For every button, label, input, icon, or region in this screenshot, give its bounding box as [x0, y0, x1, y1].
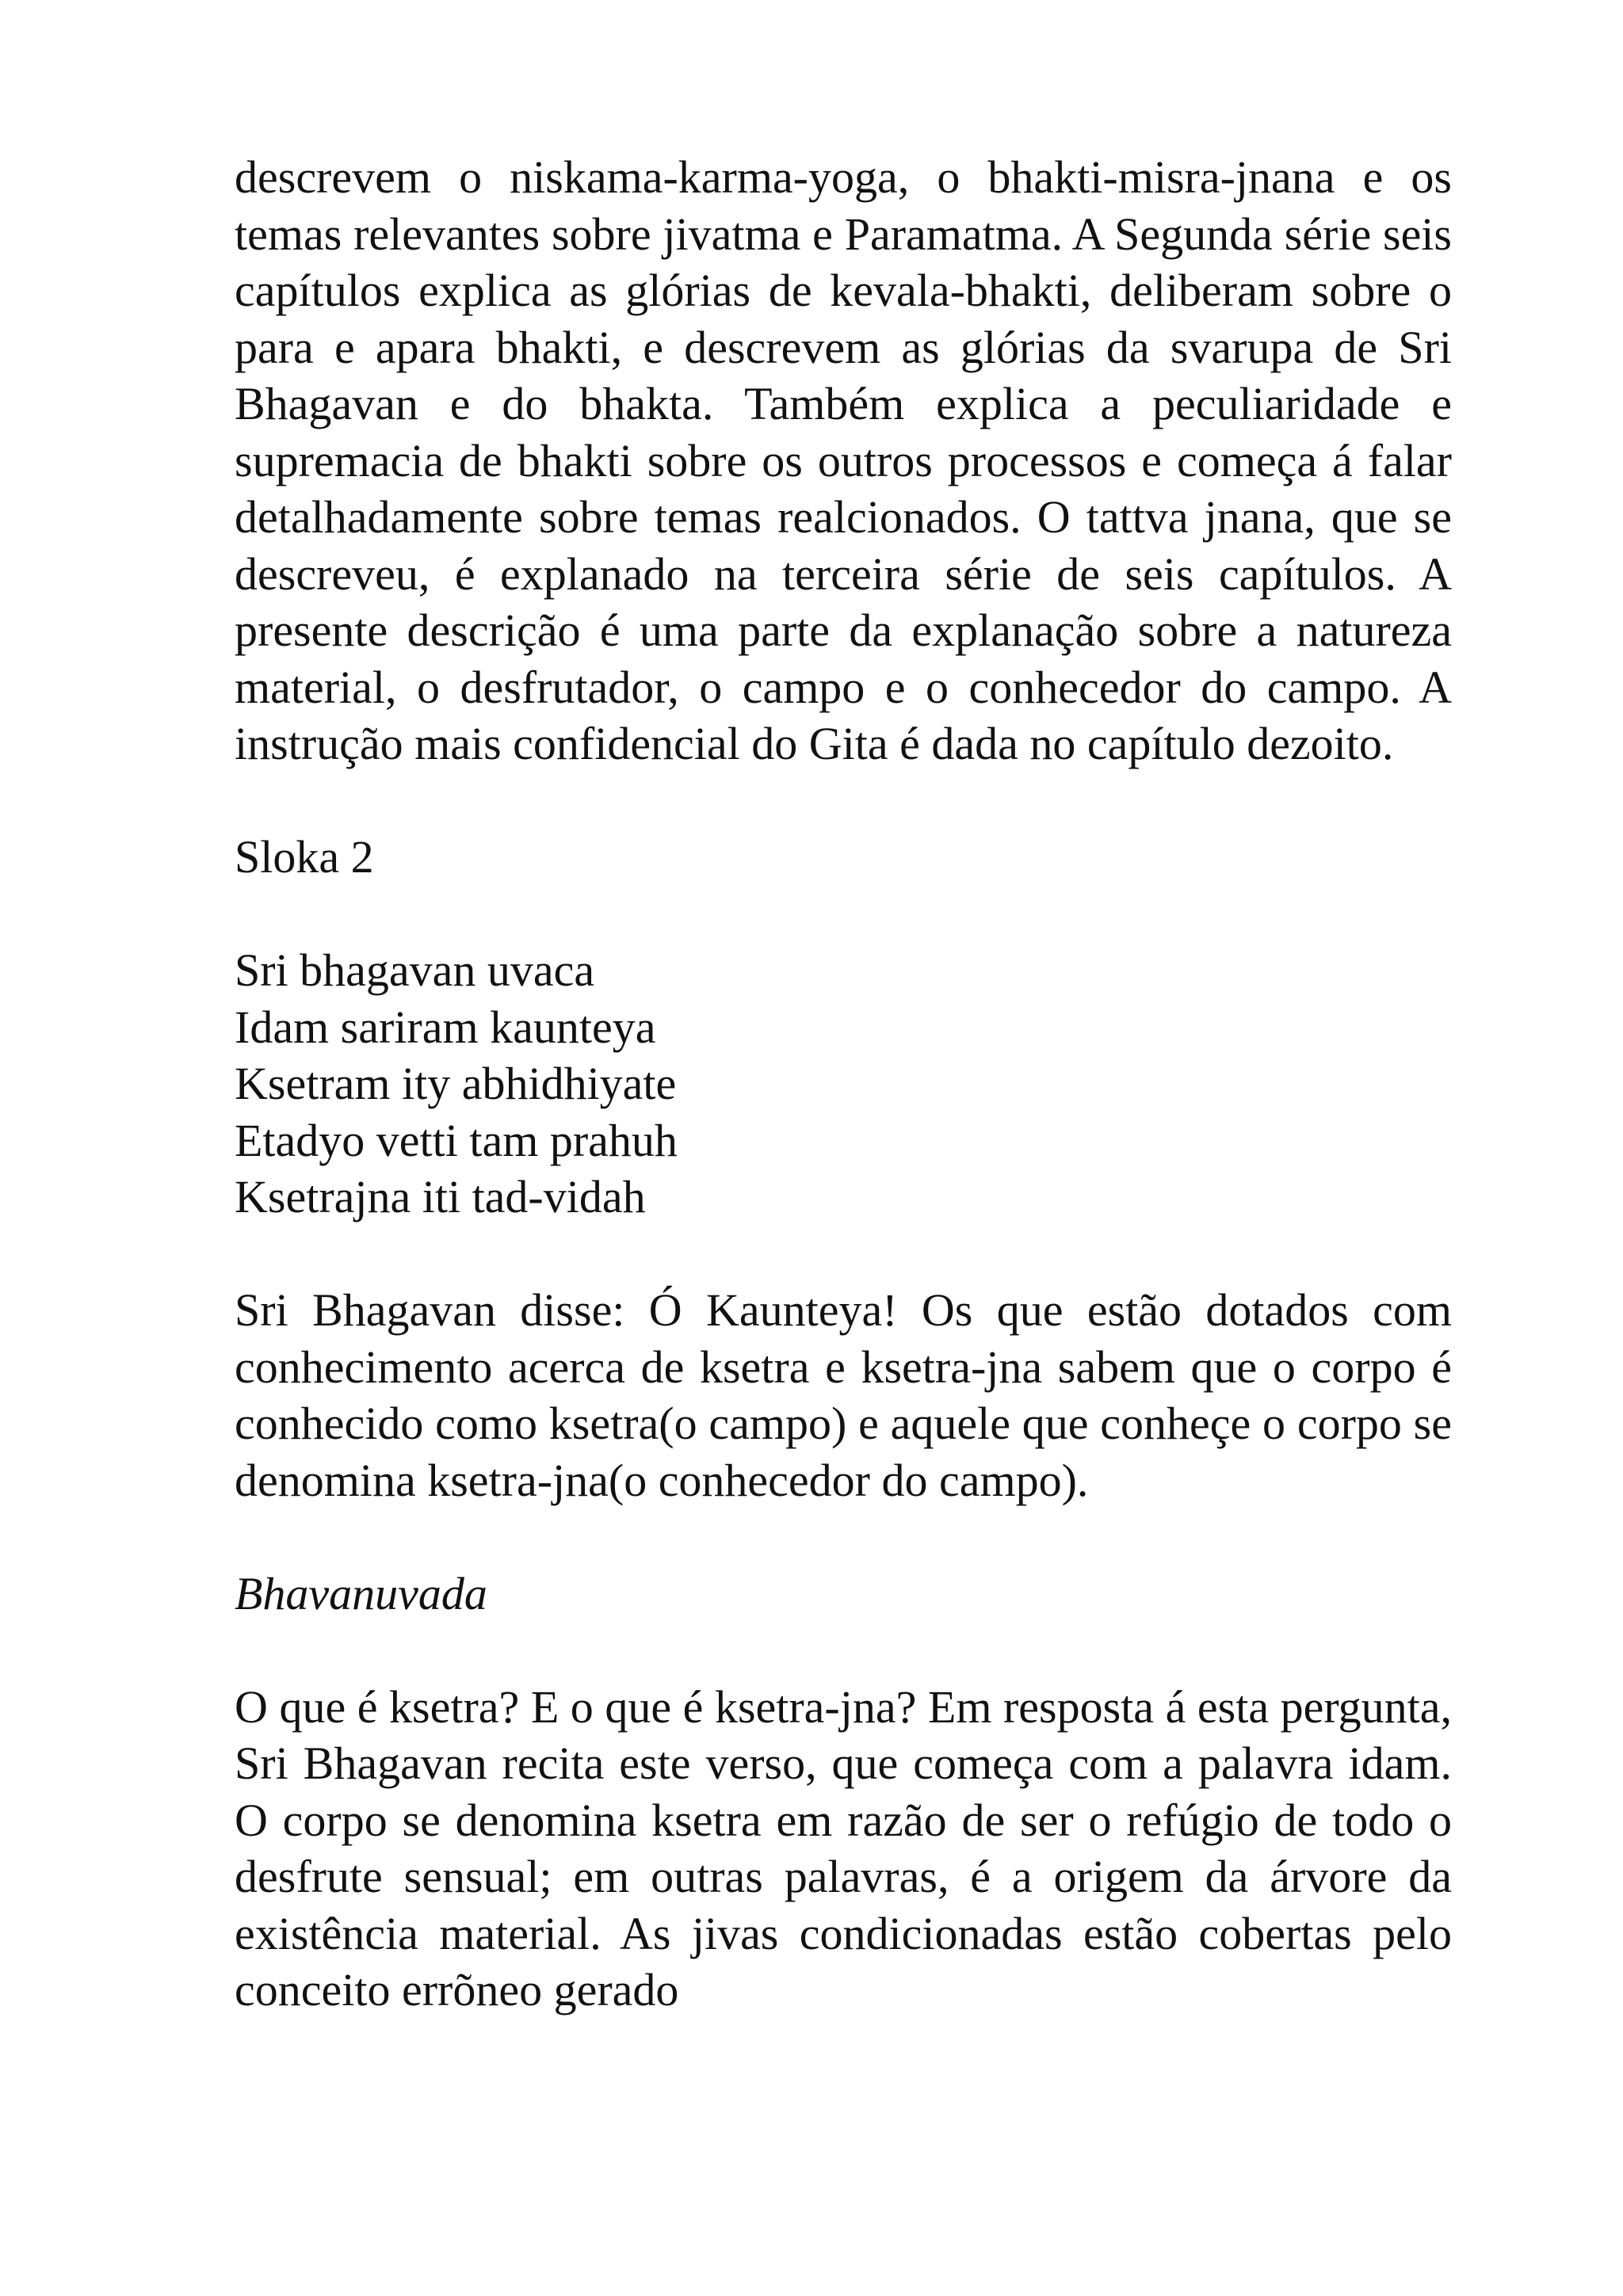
spacer	[235, 1622, 1452, 1679]
verse-line: Ksetram ity abhidhiyate	[235, 1058, 677, 1109]
verse-block	[235, 942, 1452, 1226]
commentary-heading: Bhavanuvada	[235, 1567, 487, 1619]
sloka-heading: Sloka 2	[235, 831, 374, 883]
spacer	[235, 772, 1452, 830]
commentary-paragraph: O que é ksetra? E o que é ksetra-jna? Em resposta á esta pergunta, Sri Bhagavan recita este verso, que começa com a palavra idam. O corpo se denomina ksetra em razão de ser o refúgio de todo o desfrute sensual; em outras palavras, é a origem da árvore da existência material. As jivas condicionadas estão cobertas pelo conceito errõneo gerado	[235, 1680, 1452, 2016]
spacer	[235, 1226, 1452, 1283]
intro-paragraph: descrevem o niskama-karma-yoga, o bhakti-misra-jnana e os temas relevantes sobre jivatma e Paramatma. A Segunda série seis capítulos explica as glórias de kevala-bhakti, deliberam sobre o para e apara bhakti, e descrevem as glórias da svarupa de Sri Bhagavan e do bhakta. Também explica a peculiaridade e supremacia de bhakti sobre os outros processos e começa á falar detalhadamente sobre temas realcionados. O tattva jnana, que se descreveu, é explanado na terceira série de seis capítulos. A presente descrição é uma parte da explanação sobre a natureza material, o desfrutador, o campo e o conhecedor do campo. A instrução mais confidencial do Gita é dada no capítulo dezoito.	[235, 151, 1452, 769]
verse-line: Sri bhagavan uvaca	[235, 944, 595, 996]
verse-line: Ksetrajna iti tad-vidah	[235, 1171, 646, 1222]
translation-paragraph: Sri Bhagavan disse: Ó Kaunteya! Os que estão dotados com conhecimento acerca de ksetra e ksetra-jna sabem que o corpo é conhecido como ksetra(o campo) e aquele que conheçe o corpo se denomina ksetra-jna(o conhecedor do campo).	[235, 1284, 1452, 1506]
spacer	[235, 886, 1452, 943]
document-page	[235, 149, 1452, 2019]
spacer	[235, 1508, 1452, 1566]
verse-line: Idam sariram kaunteya	[235, 1001, 656, 1053]
verse-line: Etadyo vetti tam prahuh	[235, 1114, 678, 1166]
